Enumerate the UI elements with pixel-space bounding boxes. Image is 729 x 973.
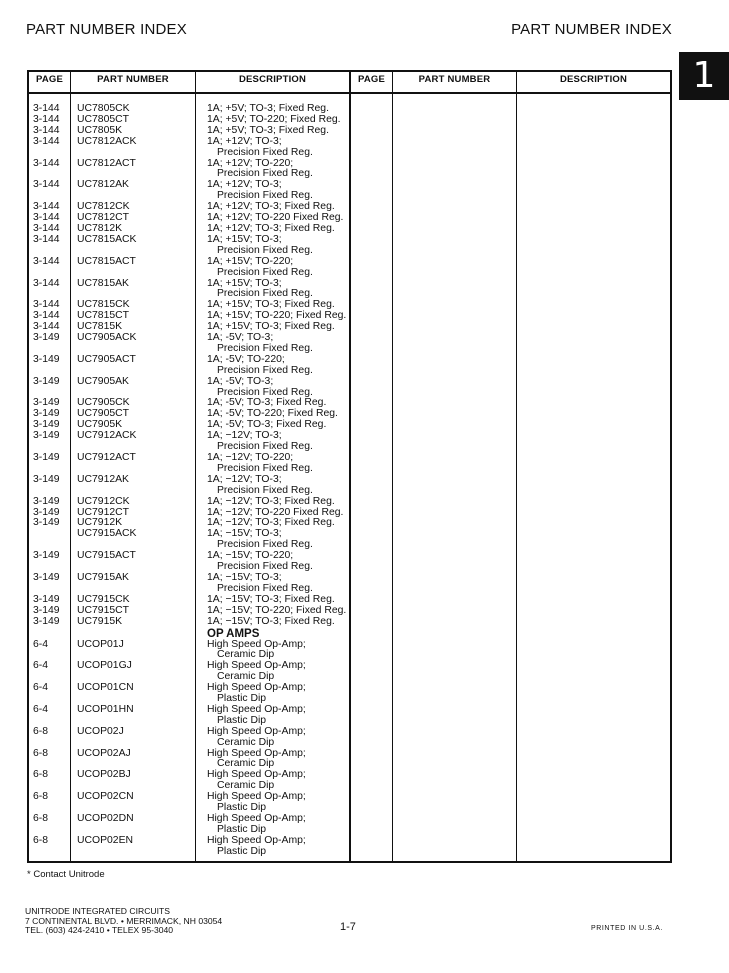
description-line: 1A; -5V; TO-3; xyxy=(207,375,274,387)
description-line-continued: Precision Fixed Reg. xyxy=(217,441,313,453)
page-cell: 3-149 xyxy=(33,397,60,409)
part-number-cell: UC7812ACT xyxy=(77,157,136,169)
company-street: 7 CONTINENTAL BLVD. • MERRIMACK, NH 03054 xyxy=(25,915,223,926)
page-cell: 3-144 xyxy=(33,201,60,213)
description-line-continued: Precision Fixed Reg. xyxy=(217,168,313,180)
page-cell: 3-149 xyxy=(33,571,60,583)
table-row xyxy=(33,661,353,683)
section-heading: OP AMPS xyxy=(207,627,260,640)
page-cell: 3-144 xyxy=(33,212,60,224)
table-row xyxy=(33,749,353,771)
table-row xyxy=(33,257,353,279)
description-line: 1A; +15V; TO-3; xyxy=(207,277,282,289)
description-line: 1A; +12V; TO-220; xyxy=(207,157,294,169)
description-line: 1A; +12V; TO-3; Fixed Reg. xyxy=(207,222,335,234)
description-cell xyxy=(207,705,353,727)
description-line-continued: Ceramic Dip xyxy=(217,758,275,770)
description-line: 1A; +15V; TO-220; xyxy=(207,255,294,267)
description-cell xyxy=(207,180,353,202)
header-rule xyxy=(27,92,672,94)
part-number-cell: UC7912ACK xyxy=(77,430,137,442)
page-cell: 3-149 xyxy=(33,604,60,616)
column-header-description-right: DESCRIPTION xyxy=(559,74,628,85)
page-cell: 6-4 xyxy=(33,703,49,715)
description-line-continued: Precision Fixed Reg. xyxy=(217,386,313,398)
page-cell: 3-144 xyxy=(33,321,60,333)
description-line-continued: Precision Fixed Reg. xyxy=(217,342,313,354)
page-cell: 3-144 xyxy=(33,113,60,125)
description-cell xyxy=(207,727,353,749)
column-divider xyxy=(392,70,393,863)
description-cell xyxy=(207,661,353,683)
table-row xyxy=(33,792,353,814)
table-row xyxy=(33,475,353,497)
description-line-continued: Plastic Dip xyxy=(217,802,267,814)
table-row xyxy=(33,551,353,573)
part-number-cell: UC7912CK xyxy=(77,495,130,507)
page-cell: 6-8 xyxy=(33,769,49,781)
index-rows xyxy=(33,104,353,858)
column-header-part-number: PART NUMBER xyxy=(97,74,169,85)
description-line-continued: Precision Fixed Reg. xyxy=(217,190,313,202)
page-number: 1-7 xyxy=(340,921,356,933)
description-line: High Speed Op-Amp; xyxy=(207,834,306,846)
description-line-continued: Ceramic Dip xyxy=(217,780,275,792)
part-number-cell: UCOP02BJ xyxy=(77,769,131,781)
description-line: 1A; -5V; TO-3; Fixed Reg. xyxy=(207,397,327,409)
description-line-continued: Precision Fixed Reg. xyxy=(217,288,313,300)
part-number-cell: UC7815AK xyxy=(77,277,129,289)
part-number-cell: UCOP02AJ xyxy=(77,747,131,759)
description-line-continued: Ceramic Dip xyxy=(217,736,275,748)
description-line-continued: Ceramic Dip xyxy=(217,671,275,683)
description-line: 1A; −12V; TO-3; Fixed Reg. xyxy=(207,495,335,507)
part-number-cell: UC7815ACT xyxy=(77,255,136,267)
part-number-cell: UC7912ACT xyxy=(77,452,136,463)
description-cell xyxy=(207,617,353,628)
company-phone: TEL. (603) 424-2410 • TELEX 95-3040 xyxy=(25,925,174,935)
description-line: 1A; -5V; TO-3; Fixed Reg. xyxy=(207,419,327,431)
description-cell xyxy=(207,683,353,705)
table-row xyxy=(33,159,353,181)
part-number-cell: UCOP01GJ xyxy=(77,660,132,672)
column-header-part-number-right: PART NUMBER xyxy=(418,74,491,85)
page-cell: 3-144 xyxy=(33,103,60,114)
description-line: High Speed Op-Amp; xyxy=(207,703,306,715)
description-cell xyxy=(207,770,353,792)
description-line-continued: Plastic Dip xyxy=(217,845,267,857)
part-number-cell: UC7905CK xyxy=(77,397,130,409)
page-cell: 3-149 xyxy=(33,550,60,562)
page-cell: 3-144 xyxy=(33,157,60,169)
page-cell: 3-144 xyxy=(33,222,60,234)
part-number-cell: UC7812AK xyxy=(77,179,129,191)
description-line-continued: Plastic Dip xyxy=(217,693,267,705)
description-line: High Speed Op-Amp; xyxy=(207,791,306,803)
page-cell: 6-8 xyxy=(33,725,49,737)
description-cell xyxy=(207,257,353,279)
description-line-continued: Precision Fixed Reg. xyxy=(217,146,313,158)
table-row xyxy=(33,770,353,792)
part-number-cell: UC7905ACK xyxy=(77,332,137,344)
page-header-left: PART NUMBER INDEX xyxy=(26,21,187,38)
table-row xyxy=(33,333,353,355)
table-row xyxy=(33,279,353,301)
description-line: 1A; −15V; TO-3; Fixed Reg. xyxy=(207,615,335,627)
part-number-cell: UC7815CT xyxy=(77,310,129,322)
page-cell: 6-4 xyxy=(33,660,49,672)
part-number-cell: UC7915AK xyxy=(77,571,129,583)
column-header-page: PAGE xyxy=(35,74,64,85)
column-header-description: DESCRIPTION xyxy=(238,74,307,85)
page-cell: 6-4 xyxy=(33,682,49,694)
description-line: 1A; +12V; TO-3; xyxy=(207,179,282,191)
table-row xyxy=(33,727,353,749)
page-cell: 6-4 xyxy=(33,638,49,650)
description-cell xyxy=(207,453,353,475)
part-number-cell: UC7915ACT xyxy=(77,550,136,562)
description-line: 1A; −12V; TO-3; Fixed Reg. xyxy=(207,517,335,529)
description-line-continued: Precision Fixed Reg. xyxy=(217,561,313,573)
description-cell xyxy=(207,606,353,617)
page-cell: 3-149 xyxy=(33,495,60,507)
column-divider xyxy=(516,70,517,863)
description-line-continued: Precision Fixed Reg. xyxy=(217,266,313,278)
table-row xyxy=(33,617,353,628)
description-line: High Speed Op-Amp; xyxy=(207,813,306,824)
description-line: 1A; -5V; TO-3; xyxy=(207,332,274,344)
page-cell: 3-149 xyxy=(33,353,60,365)
part-number-cell: UC7805K xyxy=(77,124,123,136)
description-line: 1A; −12V; TO-220; xyxy=(207,452,294,463)
part-number-cell: UC7815CK xyxy=(77,299,130,311)
description-cell xyxy=(207,279,353,301)
part-number-cell: UC7915ACK xyxy=(77,528,137,540)
company-name: UNITRODE INTEGRATED CIRCUITS xyxy=(25,906,170,916)
page-cell: 3-149 xyxy=(33,332,60,344)
table-row xyxy=(33,355,353,377)
page-cell: 3-149 xyxy=(33,593,60,605)
description-cell xyxy=(207,475,353,497)
page-cell: 3-149 xyxy=(33,615,60,627)
description-line: 1A; +5V; TO-3; Fixed Reg. xyxy=(207,124,329,136)
page-cell: 3-144 xyxy=(33,135,60,147)
description-cell xyxy=(207,836,353,858)
description-line: 1A; −15V; TO-3; xyxy=(207,528,282,540)
description-line: 1A; +15V; TO-220; Fixed Reg. xyxy=(207,310,347,322)
table-row xyxy=(33,606,353,617)
part-number-cell: UC7905K xyxy=(77,419,123,431)
description-line: 1A; −15V; TO-220; xyxy=(207,550,294,562)
table-row xyxy=(33,180,353,202)
description-line: 1A; −15V; TO-220; Fixed Reg. xyxy=(207,604,347,616)
description-cell xyxy=(207,749,353,771)
description-line: 1A; +15V; TO-3; Fixed Reg. xyxy=(207,299,335,311)
description-cell xyxy=(207,431,353,453)
description-line: High Speed Op-Amp; xyxy=(207,682,306,694)
table-row xyxy=(33,814,353,836)
table-row xyxy=(33,377,353,399)
part-number-cell: UCOP01CN xyxy=(77,682,134,694)
part-number-cell: UC7915CK xyxy=(77,593,130,605)
table-row xyxy=(33,640,353,662)
description-cell xyxy=(207,377,353,399)
table-row xyxy=(33,683,353,705)
page-cell: 3-149 xyxy=(33,430,60,442)
description-cell xyxy=(207,159,353,181)
description-line: 1A; +12V; TO-220 Fixed Reg. xyxy=(207,212,344,224)
part-number-cell: UC7912AK xyxy=(77,473,129,485)
description-line-continued: Precision Fixed Reg. xyxy=(217,484,313,496)
part-number-cell: UCOP02J xyxy=(77,725,124,737)
description-line: High Speed Op-Amp; xyxy=(207,660,306,672)
column-header-page-right: PAGE xyxy=(357,74,386,85)
part-number-cell: UC7905CT xyxy=(77,408,129,420)
part-number-cell: UC7815ACK xyxy=(77,233,137,245)
description-line: 1A; -5V; TO-220; Fixed Reg. xyxy=(207,408,338,420)
description-cell xyxy=(207,640,353,662)
part-number-cell: UCOP02CN xyxy=(77,791,134,803)
description-line: 1A; +5V; TO-220; Fixed Reg. xyxy=(207,113,341,125)
page-cell: 3-149 xyxy=(33,506,60,518)
part-number-cell: UC7812CT xyxy=(77,212,129,224)
table-row xyxy=(33,573,353,595)
page-cell: 3-144 xyxy=(33,233,60,245)
description-line-continued: Precision Fixed Reg. xyxy=(217,539,313,551)
table-row xyxy=(33,836,353,858)
description-cell xyxy=(207,551,353,573)
description-line: 1A; −12V; TO-3; xyxy=(207,430,282,442)
page-header-right: PART NUMBER INDEX xyxy=(511,21,672,38)
description-line: High Speed Op-Amp; xyxy=(207,769,306,781)
page-cell: 6-8 xyxy=(33,813,49,824)
description-line-continued: Plastic Dip xyxy=(217,823,267,835)
part-number-cell: UC7805CK xyxy=(77,103,130,114)
part-number-cell: UC7812CK xyxy=(77,201,130,213)
part-number-cell: UC7912K xyxy=(77,517,123,529)
page-cell: 3-144 xyxy=(33,310,60,322)
description-cell xyxy=(207,497,353,508)
printed-notice: PRINTED IN U.S.A. xyxy=(590,925,663,932)
description-line-continued: Ceramic Dip xyxy=(217,649,275,661)
part-number-cell: UC7812K xyxy=(77,222,123,234)
description-line: High Speed Op-Amp; xyxy=(207,747,306,759)
page-cell: 6-8 xyxy=(33,834,49,846)
page-cell: 3-149 xyxy=(33,473,60,485)
page-cell xyxy=(33,529,77,551)
description-line: 1A; -5V; TO-220; xyxy=(207,353,285,365)
description-cell xyxy=(207,529,353,551)
page-cell: 3-144 xyxy=(33,299,60,311)
part-number-cell: UC7905ACT xyxy=(77,353,136,365)
table-row xyxy=(33,529,353,551)
table-row xyxy=(33,497,353,508)
description-line: High Speed Op-Amp; xyxy=(207,638,306,650)
description-line-continued: Precision Fixed Reg. xyxy=(217,244,313,256)
page-cell: 3-149 xyxy=(33,517,60,529)
page-cell: 3-149 xyxy=(33,408,60,420)
table-row xyxy=(33,705,353,727)
part-number-cell: UC7915K xyxy=(77,615,123,627)
description-line: 1A; +5V; TO-3; Fixed Reg. xyxy=(207,103,329,114)
description-line-continued: Plastic Dip xyxy=(217,714,267,726)
description-cell xyxy=(207,792,353,814)
description-line: 1A; −15V; TO-3; Fixed Reg. xyxy=(207,593,335,605)
page-cell: 3-149 xyxy=(33,419,60,431)
part-number-cell: UCOP02EN xyxy=(77,834,134,846)
description-line: 1A; +15V; TO-3; xyxy=(207,233,282,245)
page-cell: 3-144 xyxy=(33,255,60,267)
part-number-cell: UC7912CT xyxy=(77,506,129,518)
page-cell: 3-144 xyxy=(33,179,60,191)
description-line-continued: Precision Fixed Reg. xyxy=(217,364,313,376)
table-row xyxy=(33,235,353,257)
table-row xyxy=(33,137,353,159)
part-number-cell: UC7815K xyxy=(77,321,123,333)
part-number-cell: UCOP01HN xyxy=(77,703,134,715)
section-tab-marker: 1 xyxy=(679,52,729,100)
table-row xyxy=(33,431,353,453)
page-cell: 3-144 xyxy=(33,124,60,136)
description-line: High Speed Op-Amp; xyxy=(207,725,306,737)
description-line: 1A; +15V; TO-3; Fixed Reg. xyxy=(207,321,335,333)
description-cell xyxy=(207,333,353,355)
description-line: 1A; +12V; TO-3; xyxy=(207,135,282,147)
part-number-cell: UCOP01J xyxy=(77,638,124,650)
part-number-cell: UCOP02DN xyxy=(77,813,134,824)
description-line: 1A; +12V; TO-3; Fixed Reg. xyxy=(207,201,335,213)
description-line-continued: Precision Fixed Reg. xyxy=(217,462,313,474)
description-cell xyxy=(207,814,353,836)
part-number-cell: UC7915CT xyxy=(77,604,129,616)
part-number-cell: UC7805CT xyxy=(77,113,129,125)
part-number-cell: UC7812ACK xyxy=(77,135,137,147)
page-cell: 6-8 xyxy=(33,791,49,803)
page-cell: 3-144 xyxy=(33,277,60,289)
description-cell xyxy=(207,573,353,595)
footnote: * Contact Unitrode xyxy=(27,869,105,880)
part-number-cell: UC7905AK xyxy=(77,375,129,387)
page-cell: 6-8 xyxy=(33,747,49,759)
section-row xyxy=(33,628,353,640)
description-line-continued: Precision Fixed Reg. xyxy=(217,582,313,594)
description-line: 1A; −12V; TO-220 Fixed Reg. xyxy=(207,506,344,518)
page-cell: 3-149 xyxy=(33,452,60,463)
description-cell xyxy=(207,235,353,257)
description-cell xyxy=(207,137,353,159)
description-cell xyxy=(207,355,353,377)
company-address xyxy=(25,907,222,936)
page-cell: 3-149 xyxy=(33,375,60,387)
description-line: 1A; −12V; TO-3; xyxy=(207,473,282,485)
description-line: 1A; −15V; TO-3; xyxy=(207,571,282,583)
table-row xyxy=(33,453,353,475)
